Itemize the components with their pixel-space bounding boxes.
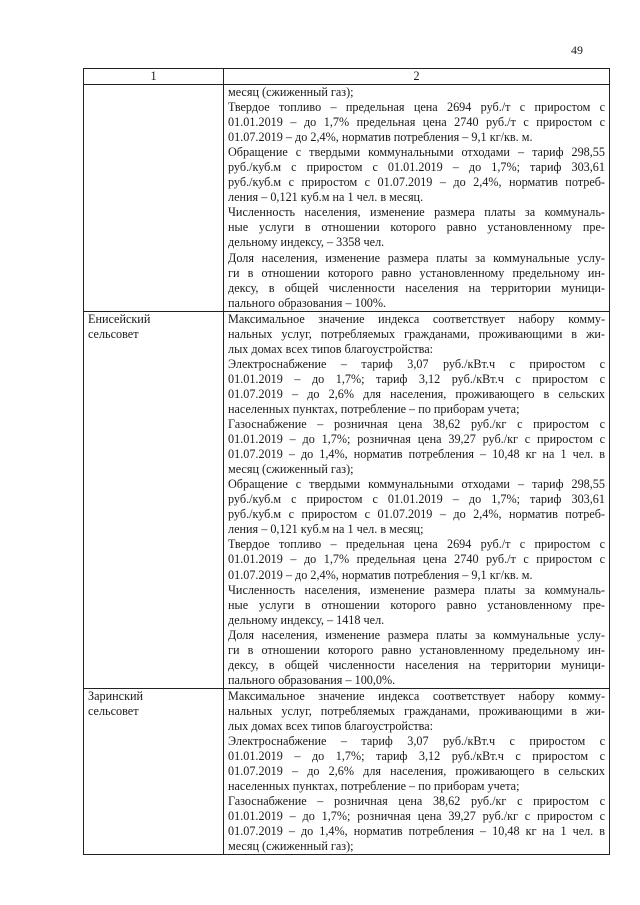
municipality-name-cell [84,311,224,688]
description-line: Доля населения, изменение размера платы за коммунальные услу- [228,627,605,642]
description-line: 01.01.2019 – до 1,7%; тариф 3,12 руб./кВт.ч с приростом с [228,371,605,386]
description-line: ги в отношении которого равно установленному предельному ин- [228,642,605,657]
table-body [84,85,610,855]
table-row [84,688,610,855]
column-header-1: 1 [84,69,224,85]
description-line: руб./куб.м с приростом с 01.07.2019 – до 2,4%, норматив потреб- [228,175,605,190]
description-line: дельному индексу, – 1418 чел. [228,612,385,627]
description-line: месяц (сжиженный газ); [228,462,354,477]
description-line: ления – 0,121 куб.м на 1 чел. в месяц; [228,522,424,537]
municipality-name-line: Заринский [88,688,144,703]
description-line: 01.07.2019 – до 2,4%, норматив потребления – 9,1 кг/кв. м. [228,130,533,145]
description-line: 01.07.2019 – до 1,4%, норматив потребления – 10,48 кг на 1 чел. в [228,447,605,462]
table-row [84,311,610,688]
description-line: дексу, в общей численности населения на территории муници- [228,280,605,295]
description-line: руб./куб.м с приростом с 01.01.2019 – до 1,7%; тариф 303,61 [228,492,605,507]
description-line: руб./куб.м с приростом с 01.01.2019 – до 1,7%; тариф 303,61 [228,160,605,175]
index-table [83,68,610,855]
description-line: Численность населения, изменение размера платы за коммуналь- [228,205,605,220]
description-line: 01.07.2019 – до 1,4%, норматив потребления – 10,48 кг на 1 чел. в [228,824,605,839]
description-line: пального образования – 100%. [228,295,387,310]
description-line: Твердое топливо – предельная цена 2694 руб./т с приростом с [228,100,605,115]
index-description-cell [224,688,610,855]
description-line: ления – 0,121 куб.м на 1 чел. в месяц. [228,190,424,205]
description-line: 01.01.2019 – до 1,7% предельная цена 2740 руб./т с приростом с [228,552,605,567]
description-line: Электроснабжение – тариф 3,07 руб./кВт.ч с приростом с [228,734,605,749]
description-line: пального образования – 100,0%. [228,672,396,687]
description-line: Твердое топливо – предельная цена 2694 руб./т с приростом с [228,537,605,552]
description-line: лых домах всех типов благоустройства: [228,341,434,356]
description-line: месяц (сжиженный газ); [228,85,354,99]
description-line: ги в отношении которого равно установленному предельному ин- [228,265,605,280]
description-line: Максимальное значение индекса соответствует набору комму- [228,688,605,703]
description-line: Максимальное значение индекса соответствует набору комму- [228,311,605,326]
description-line: ные услуги в отношении которого равно установленному пре- [228,220,605,235]
description-line: Обращение с твердыми коммунальными отходами – тариф 298,55 [228,145,605,160]
description-line: Газоснабжение – розничная цена 38,62 руб./кг с приростом с [228,794,605,809]
description-line: населенных пунктах, потребление – по приборам учета; [228,779,520,794]
description-line: лых домах всех типов благоустройства: [228,718,434,733]
table-row [84,85,610,312]
municipality-name-cell [84,688,224,855]
municipality-name-line: сельсовет [88,703,139,718]
description-line: дексу, в общей численности населения на территории муници- [228,657,605,672]
description-line: ные услуги в отношении которого равно установленному пре- [228,597,605,612]
description-line: Численность населения, изменение размера платы за коммуналь- [228,582,605,597]
description-line: месяц (сжиженный газ); [228,839,354,854]
description-line: населенных пунктах, потребление – по приборам учета; [228,401,520,416]
page-number: 49 [571,43,583,57]
index-description-cell [224,85,610,312]
description-line: Доля населения, изменение размера платы за коммунальные услу- [228,250,605,265]
description-line: 01.01.2019 – до 1,7%; розничная цена 39,27 руб./кг с приростом с [228,809,605,824]
column-header-2: 2 [224,69,610,85]
description-line: Электроснабжение – тариф 3,07 руб./кВт.ч с приростом с [228,356,605,371]
description-line: 01.01.2019 – до 1,7%; тариф 3,12 руб./кВт.ч с приростом с [228,749,605,764]
municipality-name-cell [84,85,224,312]
description-line: нальных услуг, потребляемых гражданами, проживающими в жи- [228,326,605,341]
description-line: Обращение с твердыми коммунальными отходами – тариф 298,55 [228,477,605,492]
description-line: Газоснабжение – розничная цена 38,62 руб./кг с приростом с [228,417,605,432]
table-header-row [84,69,610,85]
index-description-cell [224,311,610,688]
description-line: дельному индексу, – 3358 чел. [228,235,385,250]
description-line: 01.07.2019 – до 2,4%, норматив потребления – 9,1 кг/кв. м. [228,567,533,582]
description-line: 01.07.2019 – до 2,6% для населения, проживающего в сельских [228,386,605,401]
municipality-name-line: Енисейский [88,311,151,326]
description-line: нальных услуг, потребляемых гражданами, проживающими в жи- [228,703,605,718]
description-line: 01.01.2019 – до 1,7%; розничная цена 39,27 руб./кг с приростом с [228,432,605,447]
description-line: руб./куб.м с приростом с 01.07.2019 – до 2,4%, норматив потреб- [228,507,605,522]
municipality-name-line: сельсовет [88,326,139,341]
description-line: 01.07.2019 – до 2,6% для населения, проживающего в сельских [228,764,605,779]
description-line: 01.01.2019 – до 1,7% предельная цена 2740 руб./т с приростом с [228,115,605,130]
